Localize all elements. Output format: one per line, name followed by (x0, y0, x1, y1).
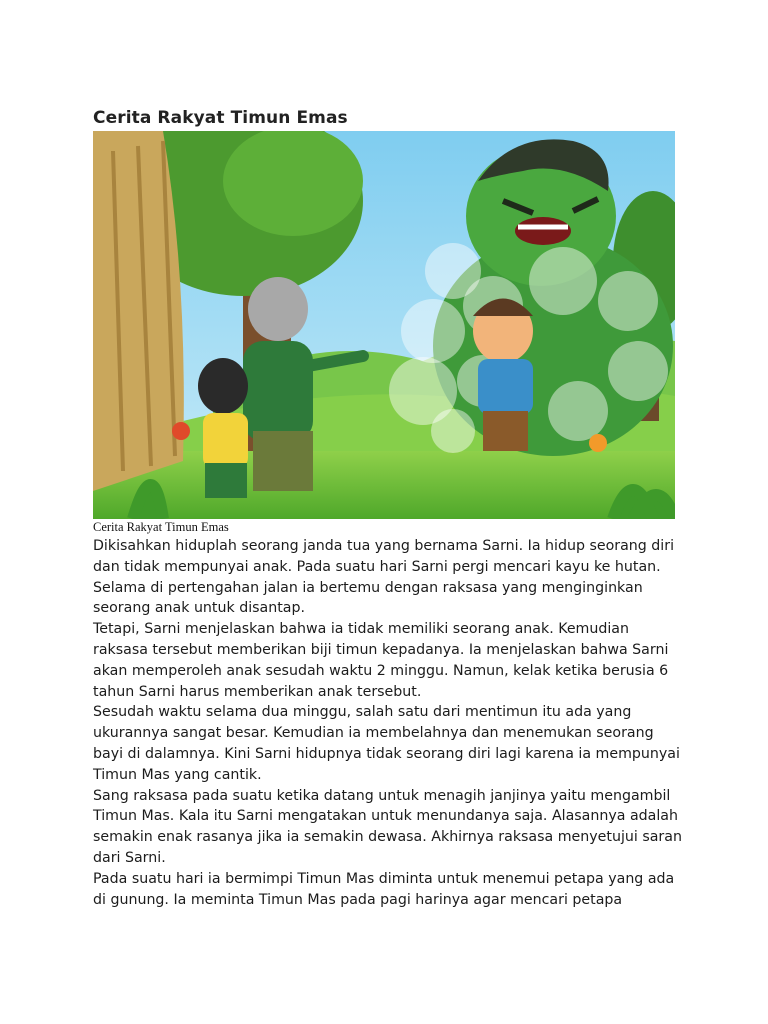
child-figure (198, 358, 248, 498)
paragraph: Sang raksasa pada suatu ketika datang untuk menagih janjinya yaitu mengambil Timun Mas. Kala itu Sarni mengatakan untuk menundanya saja. Alasannya adalah semakin enak rasanya jika ia semakin dewasa. Akhirnya raksasa menyetujui saran dari Sarni. (93, 787, 682, 866)
paragraph: Dikisahkan hiduplah seorang janda tua yang bernama Sarni. Ia hidup seorang diri dan tidak mempunyai anak. Pada suatu hari Sarni pergi mencari kayu ke hutan. Selama di pertengahan jalan ia bertemu dengan raksasa yang menginginkan seorang anak untuk disantap. (93, 538, 675, 617)
story-illustration (93, 131, 675, 519)
orange-flower (589, 434, 607, 452)
paragraph: Pada suatu hari ia bermimpi Timun Mas diminta untuk menemui petapa yang ada di gunung. Ia meminta Timun Mas pada pagi harinya agar mencari petapa (93, 870, 675, 908)
story-body (93, 536, 683, 910)
document-page (93, 108, 683, 910)
child-shirt (203, 413, 248, 468)
giant-mouth (515, 217, 571, 245)
image-caption: Cerita Rakyat Timun Emas (93, 520, 229, 534)
boy-shirt (478, 359, 533, 414)
woman-dress (243, 341, 313, 441)
boy-sarong (483, 411, 528, 451)
woman-skirt (253, 431, 313, 491)
paragraph: Sesudah waktu selama dua minggu, salah satu dari mentimun itu ada yang ukurannya sangat besar. Kemudian ia membelahnya dan menemukan seorang bayi di dalamnya. Kini Sarni hidupnya tidak seorang diri lagi karena ia mempunyai Timun Mas yang cantik. (93, 704, 680, 783)
child-skirt (205, 463, 247, 498)
child-head (198, 358, 248, 414)
paragraph: Tetapi, Sarni menjelaskan bahwa ia tidak memiliki seorang anak. Kemudian raksasa tersebut memberikan biji timun kepadanya. Ia menjelaskan bahwa Sarni akan memperoleh anak sesudah waktu 2 minggu. Namun, kelak ketika berusia 6 tahun Sarni harus memberikan anak tersebut. (93, 621, 669, 700)
woman-hair (248, 277, 308, 341)
story-title: Cerita Rakyat Timun Emas (93, 108, 348, 128)
tree-crown-light (223, 131, 363, 236)
red-flower (172, 422, 190, 440)
